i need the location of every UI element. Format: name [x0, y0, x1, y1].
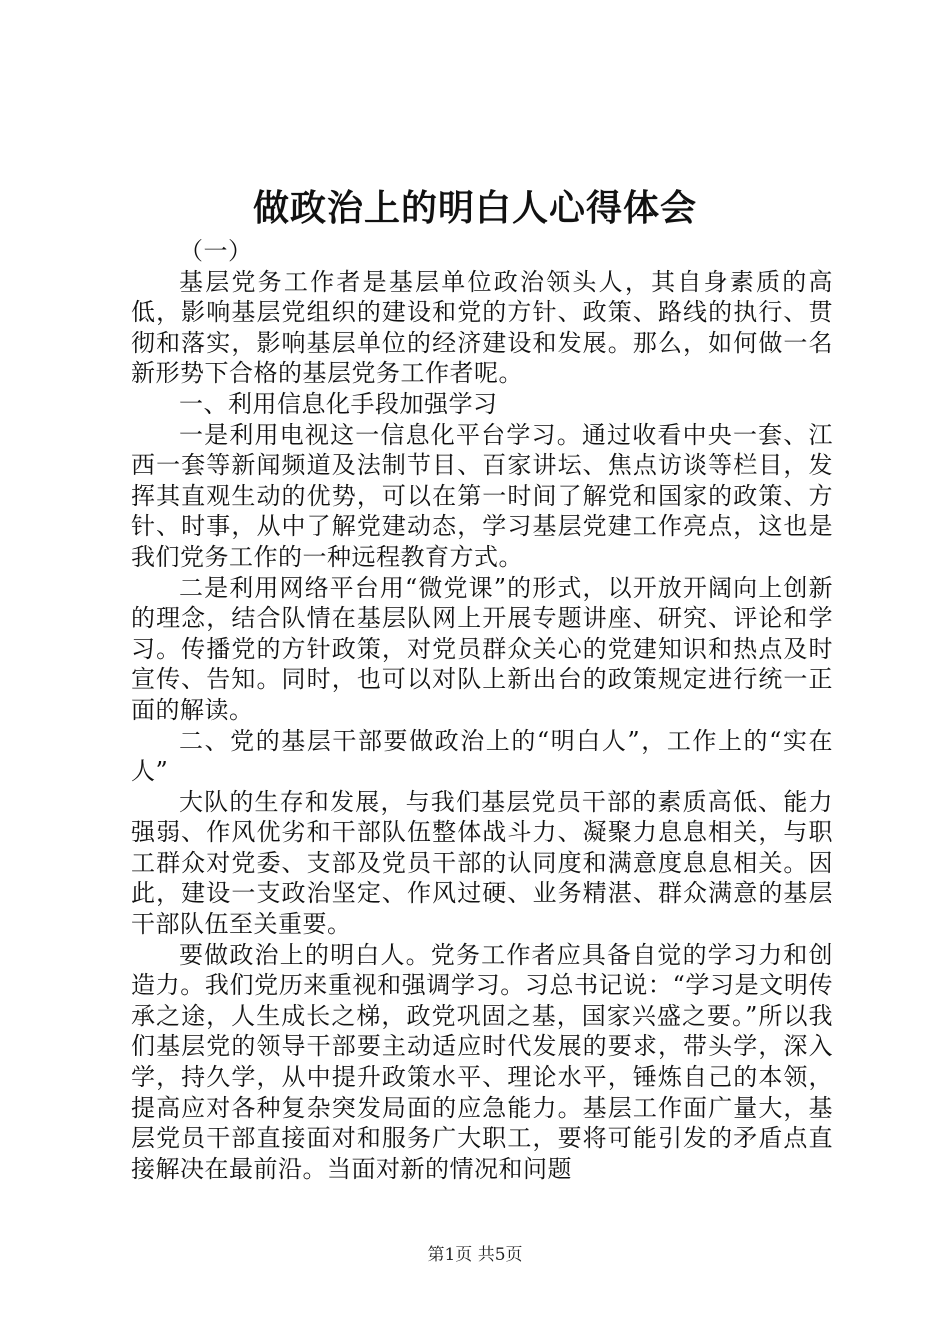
section-heading: 二、党的基层干部要做政治上的“明白人”，工作上的“实在人”: [131, 726, 833, 786]
paragraph: 二是利用网络平台用“微党课”的形式，以开放开阔向上创新的理念，结合队情在基层队网上开展专题讲座、研究、评论和学习。传播党的方针政策，对党员群众关心的党建知识和热点及时宣传、告知。同时，也可以对队上新出台的政策规定进行统一正面的解读。: [131, 573, 833, 724]
paragraph: 一是利用电视这一信息化平台学习。通过收看中央一套、江西一套等新闻频道及法制节目、百家讲坛、焦点访谈等栏目，发挥其直观生动的优势，可以在第一时间了解党和国家的政策、方针、时事，从中了解党建动态，学习基层党建工作亮点，这也是我们党务工作的一种远程教育方式。: [131, 420, 833, 571]
page-footer: 第1页 共5页: [427, 1245, 523, 1265]
document-body: [131, 236, 833, 1184]
paragraph: 大队的生存和发展，与我们基层党员干部的素质高低、能力强弱、作风优劣和干部队伍整体战斗力、凝聚力息息相关，与职工群众对党委、支部及党员干部的认同度和满意度息息相关。因此，建设一支政治坚定、作风过硬、业务精湛、群众满意的基层干部队伍至关重要。: [131, 787, 833, 939]
paragraph: 要做政治上的明白人。党务工作者应具备自觉的学习力和创造力。我们党历来重视和强调学习。习总书记说：“学习是文明传承之途，人生成长之梯，政党巩固之基，国家兴盛之要。”所以我们基层党的领导干部要主动适应时代发展的要求，带头学，深入学，持久学，从中提升政策水平、理论水平，锤炼自己的本领，提高应对各种复杂突发局面的应急能力。基层工作面广量大，基层党员干部直接面对和服务广大职工，要将可能引发的矛盾点直接解决在最前沿。当面对新的情况和问题: [131, 940, 833, 1183]
paragraph: 基层党务工作者是基层单位政治领头人，其自身素质的高低，影响基层党组织的建设和党的方针、政策、路线的执行、贯彻和落实，影响基层单位的经济建设和发展。那么，如何做一名新形势下合格的基层党务工作者呢。: [131, 267, 833, 388]
document-title: 做政治上的明白人心得体会: [252, 187, 697, 229]
section-heading: 一、利用信息化手段加强学习: [179, 389, 498, 418]
section-number: （一）: [179, 237, 253, 265]
